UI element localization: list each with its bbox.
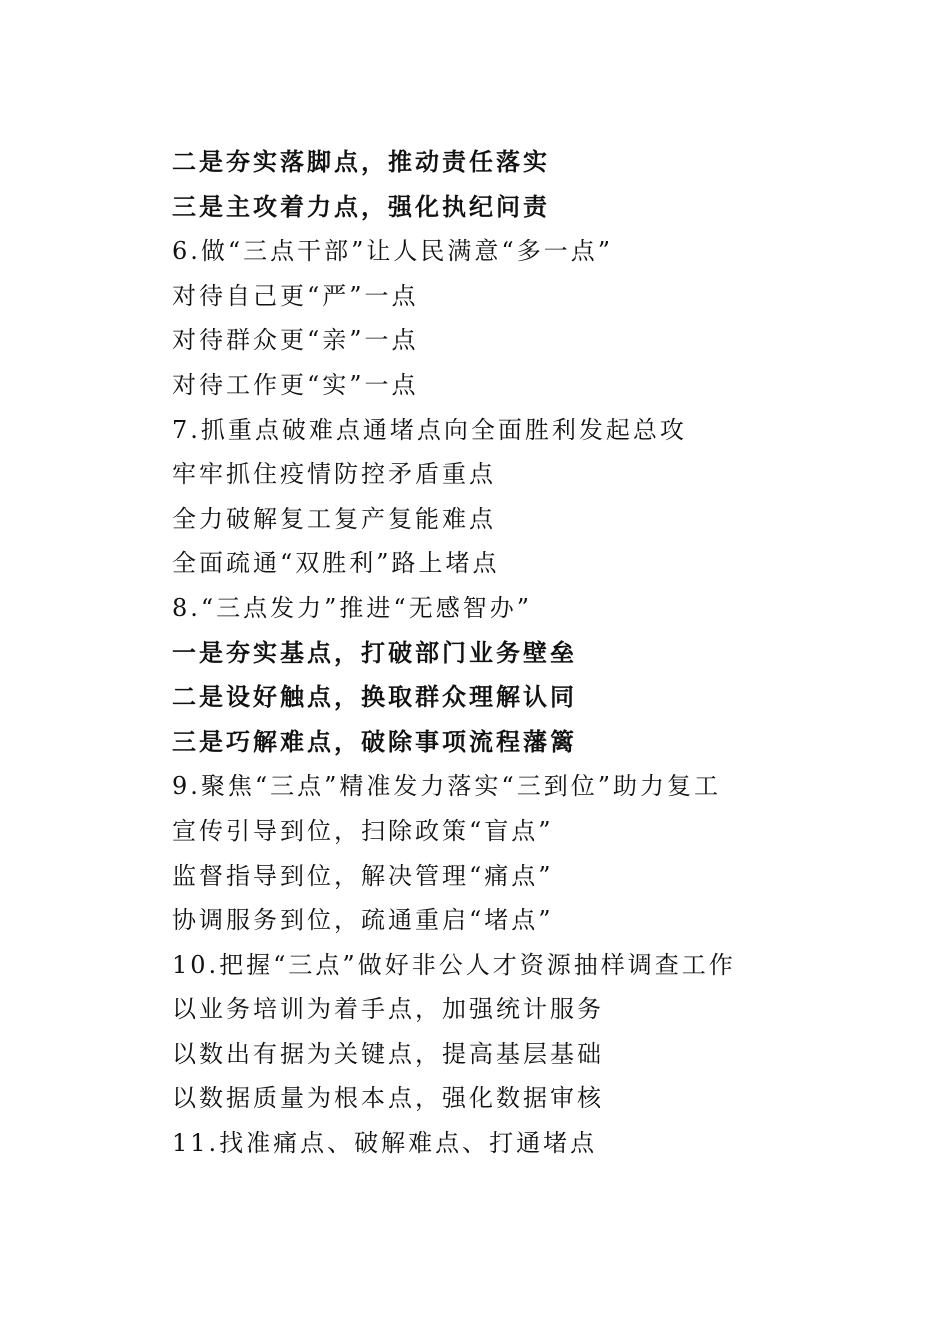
text-line: 9.聚焦“三点”精准发力落实“三到位”助力复工 [172,772,721,801]
text-line: 三是巧解难点，破除事项流程藩篱 [172,726,577,756]
text-line: 二是设好触点，换取群众理解认同 [172,682,577,712]
text-line: 对待群众更“亲”一点 [172,326,419,355]
text-line: 协调服务到位，疏通重启“堵点” [172,906,554,935]
text-line: 10.把握“三点”做好非公人才资源抽样调查工作 [172,950,736,979]
text-line: 7.抓重点破难点通堵点向全面胜利发起总攻 [172,415,687,444]
text-line: 以数据质量为根本点，强化数据审核 [172,1084,604,1113]
text-line: 8.“三点发力”推进“无感智办” [172,593,532,622]
text-line: 对待自己更“严”一点 [172,281,419,310]
text-line: 全面疏通“双胜利”路上堵点 [172,549,500,578]
text-line: 对待工作更“实”一点 [172,370,419,399]
text-line: 11.找准痛点、破解难点、打通堵点 [172,1129,598,1158]
document-lines [172,140,872,1166]
text-line: 以业务培训为着手点，加强统计服务 [172,995,604,1024]
text-line: 6.做“三点干部”让人民满意“多一点” [172,237,613,266]
text-line: 以数出有据为关键点，提高基层基础 [172,1039,604,1068]
text-line: 三是主攻着力点，强化执纪问责 [172,191,550,221]
text-line: 宣传引导到位，扫除政策“盲点” [172,816,554,845]
text-line: 全力破解复工复产复能难点 [172,504,496,533]
text-line: 监督指导到位，解决管理“痛点” [172,861,554,890]
text-line: 牢牢抓住疫情防控矛盾重点 [172,460,496,489]
text-line: 二是夯实落脚点，推动责任落实 [172,147,550,176]
text-line: 一是夯实基点，打破部门业务壁垒 [172,637,577,667]
